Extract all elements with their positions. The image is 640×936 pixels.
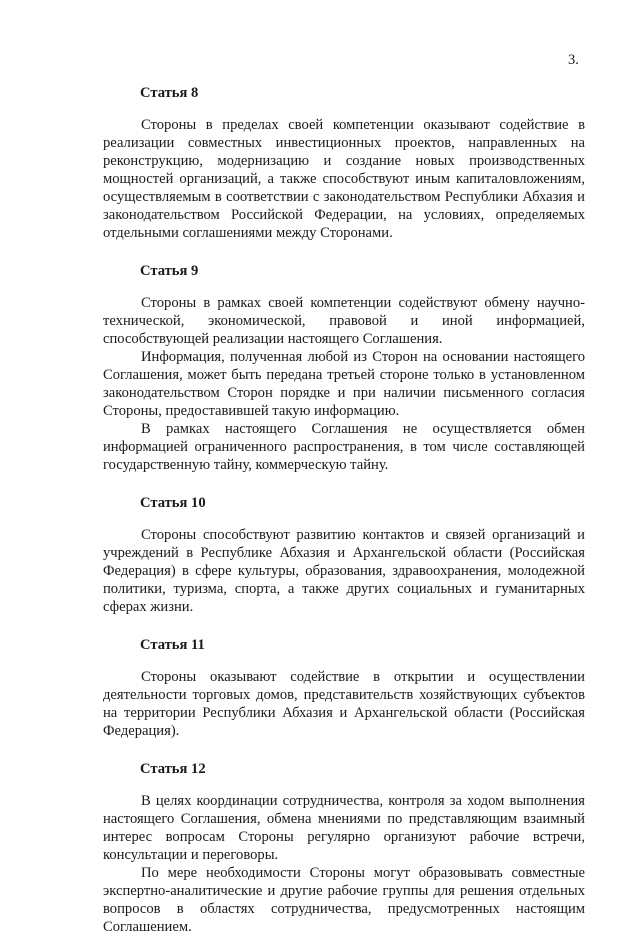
article-paragraph: Стороны в рамках своей компетенции содействуют обмену научно-технической, экономической, правовой и иной информацией, способствующей реализации настоящего Соглашения. <box>103 295 585 347</box>
page-number: 3. <box>568 52 579 68</box>
article-paragraph: Информация, полученная любой из Сторон на основании настоящего Соглашения, может быть передана третьей стороне только в установленном законодательством Сторон порядке и при наличии письменного согласия Стороны, предоставившей такую информацию. <box>103 349 585 419</box>
article-paragraph: В рамках настоящего Соглашения не осуществляется обмен информацией ограниченного распространения, в том числе составляющей государственную тайну, коммерческую тайну. <box>103 421 585 473</box>
article-8 <box>103 84 585 242</box>
article-12 <box>103 760 585 936</box>
article-paragraph: Стороны оказывают содействие в открытии и осуществлении деятельности торговых домов, представительств хозяйствующих субъектов на территории Республики Абхазия и Архангельской области (Российская Федерация). <box>103 669 585 739</box>
article-paragraph: По мере необходимости Стороны могут образовывать совместные экспертно-аналитические и другие рабочие группы для решения отдельных вопросов в областях сотрудничества, предусмотренных настоящим Соглашением. <box>103 865 585 935</box>
document-body <box>103 84 585 936</box>
article-9 <box>103 262 585 474</box>
article-paragraph: Стороны в пределах своей компетенции оказывают содействие в реализации совместных инвестиционных проектов, направленных на реконструкцию, модернизацию и создание новых производственных мощностей организаций, а также способствуют иным капиталовложениям, осуществляемым в соответствии с законодательством Республики Абхазия и законодательством Российской Федерации, на условиях, определяемых отдельными соглашениями между Сторонами. <box>103 117 585 241</box>
article-title: Статья 10 <box>140 495 206 511</box>
article-title: Статья 9 <box>140 263 199 279</box>
article-title: Статья 11 <box>140 637 205 653</box>
article-11 <box>103 636 585 740</box>
article-title: Статья 8 <box>140 85 199 101</box>
article-title: Статья 12 <box>140 761 206 777</box>
article-paragraph: Стороны способствуют развитию контактов и связей организаций и учреждений в Республике Абхазия и Архангельской области (Российская Федерация) в сфере культуры, образования, здравоохранения, молодежной политики, туризма, спорта, а также других социальных и гуманитарных сферах жизни. <box>103 527 585 615</box>
article-paragraph: В целях координации сотрудничества, контроля за ходом выполнения настоящего Соглашения, обмена мнениями по представляющим взаимный интерес вопросам Стороны регулярно организуют рабочие встречи, консультации и переговоры. <box>103 793 585 863</box>
article-10 <box>103 494 585 616</box>
